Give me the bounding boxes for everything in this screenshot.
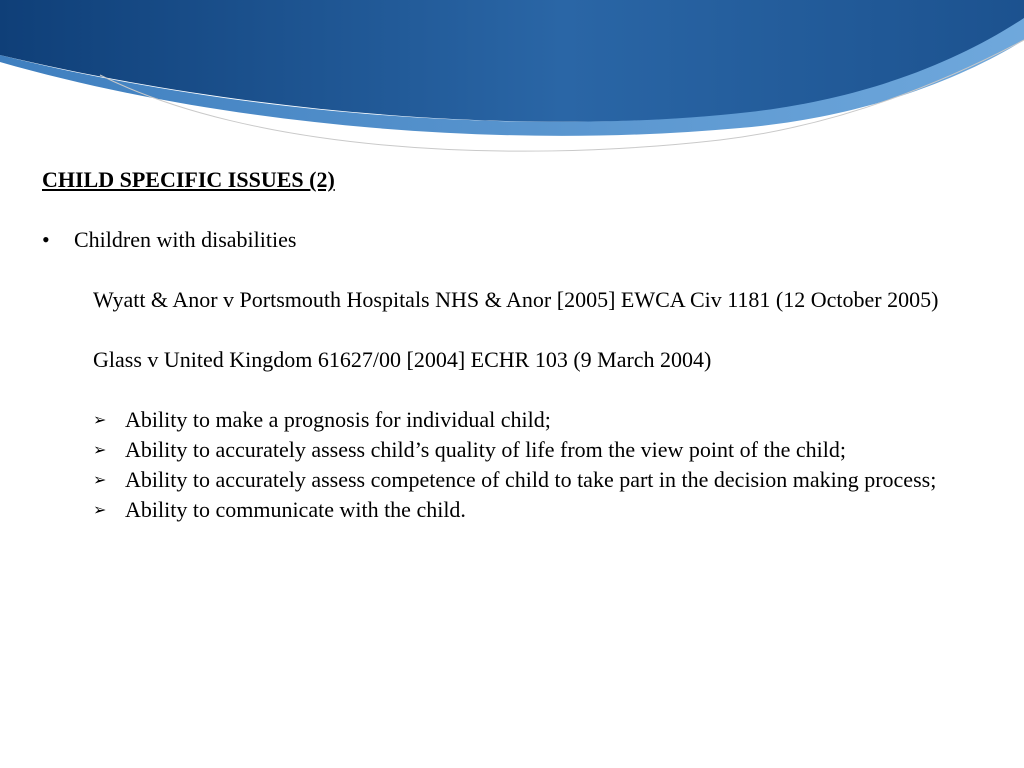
list-item — [93, 435, 953, 465]
arrow-bullet-icon: ➢ — [93, 440, 107, 459]
arrow-bullet-icon: ➢ — [93, 500, 107, 519]
list-item — [93, 495, 953, 525]
list-item-text: Ability to make a prognosis for individual child; — [125, 407, 551, 432]
bullet-text: Children with disabilities — [74, 227, 297, 252]
list-item — [93, 405, 953, 435]
list-item-text: Ability to communicate with the child. — [125, 497, 466, 522]
arrow-bullet-icon: ➢ — [93, 410, 107, 429]
list-item-text: Ability to accurately assess competence of child to take part in the decision making process; — [125, 467, 937, 492]
slide-content — [42, 165, 992, 525]
slide-title: CHILD SPECIFIC ISSUES (2) — [42, 167, 335, 192]
bullet-item — [42, 225, 992, 255]
ability-list — [93, 405, 953, 525]
arrow-bullet-icon: ➢ — [93, 470, 107, 489]
case-citation-glass: Glass v United Kingdom 61627/00 [2004] ECHR 103 (9 March 2004) — [93, 347, 712, 372]
bullet-dot-icon: • — [42, 227, 50, 252]
case-citation-wyatt: Wyatt & Anor v Portsmouth Hospitals NHS & Anor [2005] EWCA Civ 1181 (12 October 2005) — [93, 287, 939, 312]
header-wave-decoration — [0, 0, 1024, 170]
list-item-text: Ability to accurately assess child’s quality of life from the view point of the child; — [125, 437, 846, 462]
list-item — [93, 465, 953, 495]
